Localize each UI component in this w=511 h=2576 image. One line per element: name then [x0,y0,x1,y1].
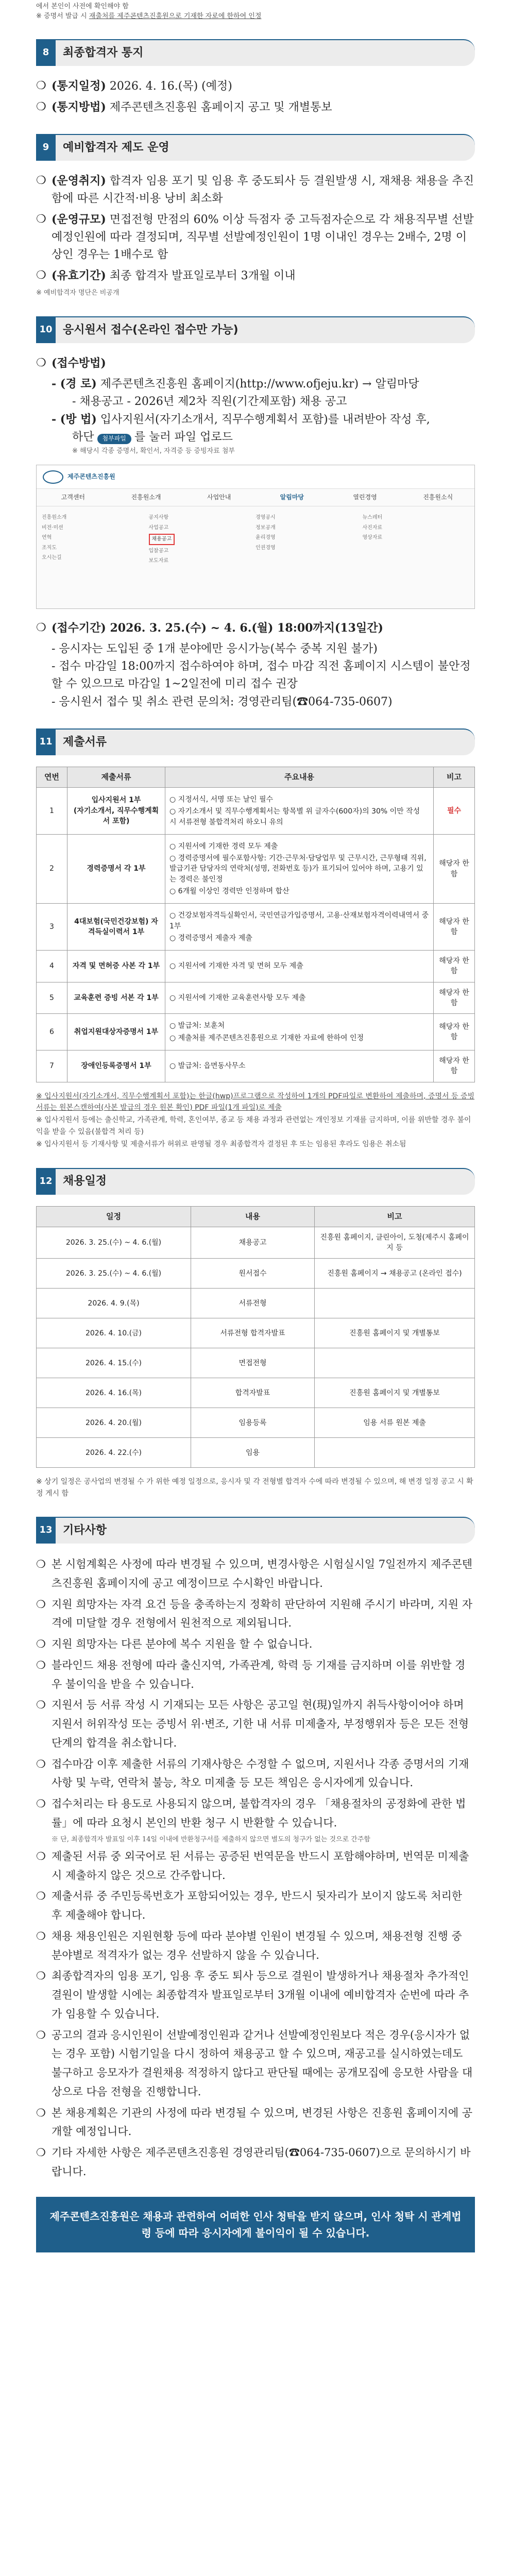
etc-item [36,1794,475,1833]
document-note: 해당자 한함 [434,834,475,903]
table-header: 내용 [191,1206,315,1227]
section-title: 기타사항 [56,1517,475,1544]
schedule-note: 임용 서류 원본 제출 [315,1408,475,1438]
schedule-content: 서류전형 합격자발표 [191,1318,315,1348]
period-sub: - 응시자는 도입된 중 1개 분야에만 응시가능(복수 중복 지원 불가) [52,642,378,656]
etc-text: 지원 희망자는 자격 요건 등을 충족하는지 정확히 판단하여 지원해 주시기 바라며, 지원 자격에 미달할 경우 전형에서 원천적으로 제외됩니다. [52,1598,473,1630]
document-content [165,834,434,903]
period-sub: - 응시원서 접수 및 취소 관련 문의처: 경영관리팀(☎064-735-0607) [52,695,393,708]
document-name: 자격 및 면허증 사본 각 1부 [67,951,165,982]
etc-item [36,2143,475,2181]
sec8-item: ❍ (통지일정) 2026. 4. 16.(목) (예정) [36,77,475,95]
content-item: ○ 지원서에 기재한 경력 모두 제출 [169,842,278,851]
etc-text: 최종합격자의 임용 포기, 임용 후 중도 퇴사 등으로 결원이 발생하거나 채용절차 추가적인 결원이 발생할 시에는 최종합격자 발표일로부터 3개월 이내에 예비합격자 순번에 따라 추가 임용할 수 있습니다. [52,1970,469,2020]
section-13-header [36,1517,475,1544]
document-note: 필수 [434,787,475,834]
section-title: 예비합격자 제도 운영 [56,134,475,161]
content-item: ○ 제출처를 제주콘텐츠진흥원으로 기재한 자료에 한하여 인정 [169,1033,364,1042]
circle-bullet-icon: ❍ [36,213,46,226]
etc-text: 제출서류 중 주민등록번호가 포함되어있는 경우, 반드시 뒷자리가 보이지 않도록 처리한 후 제출해야 합니다. [52,1890,463,1922]
circle-bullet-icon: ❍ [36,100,46,113]
period-sub: - 접수 마감일 18:00까지 접수하여야 하며, 접수 마감 직전 홈페이지 시스템이 불안정할 수 있으므로 마감일 1~2일전에 미리 접수 권장 [52,660,471,691]
circle-bullet-icon: ❍ [36,356,46,369]
etc-sub-note: ※ 단, 최종합격자 발표일 이후 14일 이내에 반환청구서를 제출하지 않으면 별도의 청구가 없는 것으로 간주함 [52,1835,370,1843]
document-content [165,1014,434,1050]
etc-item [36,1656,475,1694]
table-row [37,834,475,903]
section-number: 13 [36,1517,56,1544]
document-note: 해당자 한함 [434,951,475,982]
documents-table [36,767,475,1082]
section-title: 채용일정 [56,1168,475,1195]
document-content [165,982,434,1014]
circle-bullet-icon: ❍ [36,621,46,635]
row-number: 4 [37,951,67,982]
sec11-note: ※ 입사지원서(자기소개서, 직무수행계획서 포함)는 한글(hwp)프로그램으로 작성하여 1개의 PDF파일로 변환하여 제출하며, 증명서 등 증빙서류는 원본스캔하여(사본 발급의 경우 원본 확인) PDF 파일(1개 파일)로 제출 [36,1092,474,1112]
table-header: 비고 [315,1206,475,1227]
content-item: ○ 건강보험자격득실확인서, 국민연금가입증명서, 고용·산재보험자격이력내역서 중 1부 [169,911,429,930]
row-number: 2 [37,834,67,903]
etc-text: 접수처리는 타 용도로 사용되지 않으며, 불합격자의 경우 「채용절차의 공정화에 관한 법률」에 따라 요청시 본인의 반환 청구 시 반환할 수 있습니다. [52,1798,466,1829]
method-label: ❍ (접수방법) [36,354,475,372]
circle-bullet-icon: ❍ [36,1890,46,1903]
etc-item [36,1755,475,1793]
schedule-date: 2026. 4. 20.(월) [37,1408,191,1438]
screenshot-nav-item: 진흥원소식 [423,494,453,501]
table-header-row [37,767,475,787]
content-item: ○ 지원서에 기재한 교육훈련사항 모두 제출 [169,993,306,1002]
section-12-header [36,1168,475,1195]
circle-bullet-icon: ❍ [36,174,46,187]
screenshot-nav-item: 진흥원소개 [131,494,161,501]
etc-item [36,1635,475,1654]
etc-item [36,1887,475,1925]
circle-bullet-icon: ❍ [36,1798,46,1810]
content-item: ○ 6개월 이상인 경력만 인정하며 합산 [169,887,289,895]
schedule-date: 2026. 4. 10.(금) [37,1318,191,1348]
circle-bullet-icon: ❍ [36,1929,46,1942]
document-note: 해당자 한함 [434,1014,475,1050]
top-note-prefix: ※ 증명서 발급 시 [36,12,89,20]
top-note-underline: 재출처를 제주콘텐츠진흥원으로 기재한 자로에 한하여 인정 [89,12,262,20]
sec9-item: ❍ (유효기간) 최종 합격자 발표일로부터 3개월 이내 [36,267,475,285]
row-number: 5 [37,982,67,1014]
screenshot-body [37,506,474,572]
table-row [37,951,475,982]
schedule-note [315,1289,475,1318]
screenshot-nav-item: 알림마당 [280,494,304,501]
row-number: 1 [37,787,67,834]
section-8-header [36,39,475,66]
circle-bullet-icon: ❍ [36,2106,46,2119]
etc-text: 기타 자세한 사항은 제주콘텐츠진흥원 경영관리팀(☎064-735-0607)으로 문의하시기 바랍니다. [52,2146,471,2178]
table-header: 제출서류 [67,767,165,787]
schedule-note: 진흥원 홈페이지 및 개별통보 [315,1318,475,1348]
screenshot-nav-item: 열린경영 [353,494,377,501]
etc-text: 지원서 등 서류 작성 시 기재되는 모든 사항은 공고일 현(現)일까지 취득사항이어야 하며 지원서 허위작성 또는 증빙서 위·변조, 기한 내 서류 미제출자, 부정행위자 등은 모든 전형단계의 합격을 취소합니다. [52,1699,469,1749]
highlighted-menu: 채용공고 [149,534,175,545]
content-item: ○ 자기소개서 및 직무수행계획서는 항목별 위 글자수(600자)의 30% 이만 작성 시 서류전형 불합격처리 하오니 유의 [169,807,420,826]
circle-bullet-icon: ❍ [36,1757,46,1770]
screenshot-nav [37,489,474,506]
table-header-row [37,1206,475,1227]
table-row [37,982,475,1014]
content-item: ○ 경력증명서에 필수포함사항: 기간·근무처·담당업무 및 근무시간, 근무형태 직위, 발급기관 담당자의 연락처(성명, 전화번호 등)가 표기되어 있어야 하며, 고용기 있는 경력은 불인정 [169,854,427,884]
table-header: 주요내용 [165,767,434,787]
schedule-content: 서류전형 [191,1289,315,1318]
screenshot-col: 진흥원소개 비전·미션 연혁 조직도 오시는길 [42,515,67,561]
table-row [37,904,475,951]
schedule-content: 합격자발표 [191,1378,315,1408]
document-content [165,787,434,834]
apply-method-line: - (방 법) 입사지원서(자기소개서, 직무수행계획서 포함)를 내려받아 작성 후, [52,412,430,426]
schedule-content: 임용등록 [191,1408,315,1438]
sec11-note: ※ 입사지원서 등에는 출신학교, 가족관계, 학력, 혼인여부, 종교 등 채용 과정과 관련없는 개인정보 기재를 금지하며, 이를 위반할 경우 불이익을 받을 수 있음(불합격 처리 등) [36,1116,471,1136]
screenshot-col: 경영공시 정보공개 윤리경영 인권경영 [256,515,276,551]
table-row [37,1318,475,1348]
section-11-header [36,728,475,755]
etc-item [36,2104,475,2142]
table-header: 연번 [37,767,67,787]
row-number: 7 [37,1050,67,1082]
sec9-note: ※ 예비합격자 명단은 비공개 [36,289,120,297]
document-name: 취업지원대상자증명서 1부 [67,1014,165,1050]
schedule-content: 원서접수 [191,1259,315,1289]
table-row [37,1227,475,1259]
circle-bullet-icon: ❍ [36,1699,46,1711]
section-title: 응시원서 접수(온라인 접수만 가능) [56,316,475,343]
document-content [165,904,434,951]
schedule-table [36,1206,475,1468]
table-row [37,1438,475,1468]
screenshot-nav-item: 사업안내 [207,494,231,501]
sec12-note: ※ 상기 일정은 공사업의 변경될 수 가 위한 예정 일정으로, 응시자 및 각 전형별 합격자 수에 따라 변경될 수 있으며, 해 변경 일정 공고 시 확정 게시 함 [36,1478,473,1498]
circle-bullet-icon: ❍ [36,2146,46,2159]
etc-item [36,1555,475,1593]
document-note: 해당자 한함 [434,982,475,1014]
screenshot-nav-item: 고객센터 [61,494,86,501]
sec11-notes [36,1091,475,1150]
circle-bullet-icon: ❍ [36,269,46,282]
content-item: ○ 지정서식, 서명 또는 날인 필수 [169,795,274,804]
document-name: 4대보험(국민건강보험) 자격득실이력서 1부 [67,904,165,951]
etc-text: 접수마감 이후 제출한 서류의 기재사항은 수정할 수 없으며, 지원서나 각종 증명서의 기재 사항 및 누락, 연락처 불능, 착오 미제출 등 모든 책임은 응시자에게 있습니다. [52,1757,469,1789]
circle-bullet-icon: ❍ [36,1850,46,1862]
section-title: 제출서류 [56,728,475,755]
etc-list [36,1555,475,2181]
document-content [165,951,434,982]
schedule-note: 진흥원 홈페이지 → 채용공고 (온라인 접수) [315,1259,475,1289]
sec8-item: ❍ (통지방법) 제주콘텐츠진흥원 홈페이지 공고 및 개별통보 [36,98,475,116]
schedule-note [315,1438,475,1468]
schedule-note: 진흥원 홈페이지, 클린아이, 도청(제주시 홈페이지 등 [315,1227,475,1259]
table-row [37,1050,475,1082]
etc-text: 지원 희망자는 다른 분야에 복수 지원을 할 수 없습니다. [52,1638,313,1651]
table-row [37,787,475,834]
schedule-content: 면접전형 [191,1348,315,1378]
schedule-content: 임용 [191,1438,315,1468]
etc-text: 본 시험계획은 사정에 따라 변경될 수 있으며, 변경사항은 시험실시일 7일전까지 제주콘텐츠진흥원 홈페이지에 공고 예정이므로 수시확인 바랍니다. [52,1558,473,1589]
table-row [37,1408,475,1438]
section-9-header [36,134,475,161]
documents-table-body [37,787,475,1082]
document-name: 교육훈련 증빙 서본 각 1부 [67,982,165,1014]
schedule-date: 2026. 4. 16.(목) [37,1378,191,1408]
circle-bullet-icon: ❍ [36,1598,46,1611]
circle-bullet-icon: ❍ [36,1970,46,1982]
closing-banner: 제주콘텐츠진흥원은 채용과 관련하여 어떠한 인사 청탁을 받지 않으며, 인사 청탁 시 관계법령 등에 따라 응시자에게 불이익이 될 수 있습니다. [36,2197,475,2252]
circle-bullet-icon: ❍ [36,2028,46,2041]
etc-item [36,1967,475,2023]
document-note: 해당자 한함 [434,904,475,951]
row-number: 6 [37,1014,67,1050]
top-note [36,0,475,22]
table-header: 일정 [37,1206,191,1227]
logo-icon [43,470,63,484]
section-number: 8 [36,39,56,66]
etc-item [36,1927,475,1965]
schedule-date: 2026. 3. 25.(수) ~ 4. 6.(월) [37,1259,191,1289]
circle-bullet-icon: ❍ [36,1558,46,1571]
table-header: 비고 [434,767,475,787]
document-note: 해당자 한함 [434,1050,475,1082]
schedule-date: 2026. 4. 9.(목) [37,1289,191,1318]
circle-bullet-icon: ❍ [36,1638,46,1651]
etc-text: 공고의 결과 응시인원이 선발예정인원과 같거나 선발예정인원보다 적은 경우(응시자가 없는 경우 포함) 시험기일을 다시 정하여 채용공고 할 수 있으며, 재공고를 실시하였는데도 불구하고 응모자가 결원채용 적정하지 않다고 판단될 때에는 공개모집에 응모한 사람을 대상으로 다음 전형을 진행합니다. [52,2028,473,2098]
apply-method-line-2: 하단 첨부파일 를 눌러 파일 업로드 [72,430,233,444]
sec9-item: ❍ (운영취지) 합격자 임용 포기 및 임용 후 중도퇴사 등 결원발생 시, 재채용 채용을 추진함에 따른 시간적·비용 낭비 최소화 [36,172,475,208]
section-number: 9 [36,134,56,161]
screenshot-header [37,465,474,489]
document-name: 경력증명서 각 1부 [67,834,165,903]
etc-text: 채용 채용인원은 지원현황 등에 따라 분야별 인원이 변경될 수 있으며, 채용전형 진행 중 분야별로 적격자가 없는 경우 선발하지 않을 수 있습니다. [52,1929,462,1961]
period-line: ❍ (접수기간) 2026. 3. 25.(수) ~ 4. 6.(월) 18:00까지(13일간) [36,619,475,637]
route-line-2: - 채용공고 - 2026년 제2차 직원(기간제포함) 채용 공고 [72,395,347,408]
etc-item [36,2026,475,2102]
schedule-content: 채용공고 [191,1227,315,1259]
table-row [37,1014,475,1050]
sec11-note: ※ 입사지원서 등 기재사항 및 제출서류가 허위로 판명될 경우 최종합격자 결정된 후 또는 임용된 후라도 임용은 취소됨 [36,1140,406,1149]
etc-text: 제출된 서류 중 외국어로 된 서류는 공증된 번역문을 반드시 포함해야하며, 번역문 미제출 시 제출하지 않은 것으로 간주합니다. [52,1850,469,1882]
etc-item [36,1696,475,1752]
section-number: 12 [36,1168,56,1195]
attachment-badge: 첨부파일 [97,434,131,444]
content-item: ○ 발급처: 보훈처 [169,1022,225,1030]
etc-text: 본 채용계획은 기관의 사정에 따라 변경될 수 있으며, 변경된 사항은 진흥원 홈페이지에 공개할 예정입니다. [52,2106,473,2138]
schedule-date: 2026. 4. 15.(수) [37,1348,191,1378]
document-name: 장애인등록증명서 1부 [67,1050,165,1082]
top-note-line2 [36,12,475,22]
circle-bullet-icon: ❍ [36,79,46,92]
schedule-note: 진흥원 홈페이지 및 개별통보 [315,1378,475,1408]
route-text: 제주콘텐츠진흥원 홈페이지(http://www.ofjeju.kr) → 알림마당 [96,377,419,391]
screenshot-col: 뉴스레터 사진자료 영상자료 [362,515,383,541]
section-title: 최종합격자 통지 [56,39,475,66]
table-row [37,1289,475,1318]
table-row [37,1259,475,1289]
website-screenshot [36,465,475,609]
schedule-table-body [37,1227,475,1468]
sec9-item: ❍ (운영규모) 면접전형 만점의 60% 이상 득점자 중 고득점자순으로 각 채용직무별 선발예정인원에 따라 결정되며, 직무별 선발예정인원이 1명 이내인 경우는 2배수, 2명 이상인 경우는 1배수로 함 [36,211,475,264]
etc-text: 블라인드 채용 전형에 따라 출신지역, 가족관계, 학력 등 기재를 금지하며 이를 위반할 경우 불이익을 받을 수 있습니다. [52,1658,466,1690]
row-number: 3 [37,904,67,951]
top-note-line1: 에서 본인이 사전에 확인해야 함 [36,3,129,10]
table-row [37,1348,475,1378]
screenshot-col: 공지사항 사업공고 채용공고 입찰공고 보도자료 [149,512,256,567]
circle-bullet-icon: ❍ [36,1658,46,1671]
screenshot-logo-text: 제주콘텐츠진흥원 [67,473,115,481]
document-content [165,1050,434,1082]
section-number: 11 [36,728,56,755]
section-number: 10 [36,316,56,343]
content-item: ○ 지원서에 기재한 자격 및 면허 모두 제출 [169,962,303,971]
etc-item [36,1847,475,1885]
document-name: 입사지원서 1부 (자기소개서, 직무수행계획서 포함) [67,787,165,834]
section-10-header [36,316,475,343]
etc-item [36,1595,475,1633]
table-row [37,1378,475,1408]
schedule-date: 2026. 4. 22.(수) [37,1438,191,1468]
content-item: ○ 경력증명서 제출자 제출 [169,934,252,942]
apply-method-note: ※ 해당시 각종 증명서, 확인서, 자격증 등 증빙자료 첨부 [72,447,235,455]
route-line: - (경 로) 제주콘텐츠진흥원 홈페이지(http://www.ofjeju.kr) → 알림마당 [52,377,419,391]
content-item: ○ 발급처: 읍면동사무소 [169,1062,246,1071]
schedule-date: 2026. 3. 25.(수) ~ 4. 6.(월) [37,1227,191,1259]
schedule-note [315,1348,475,1378]
